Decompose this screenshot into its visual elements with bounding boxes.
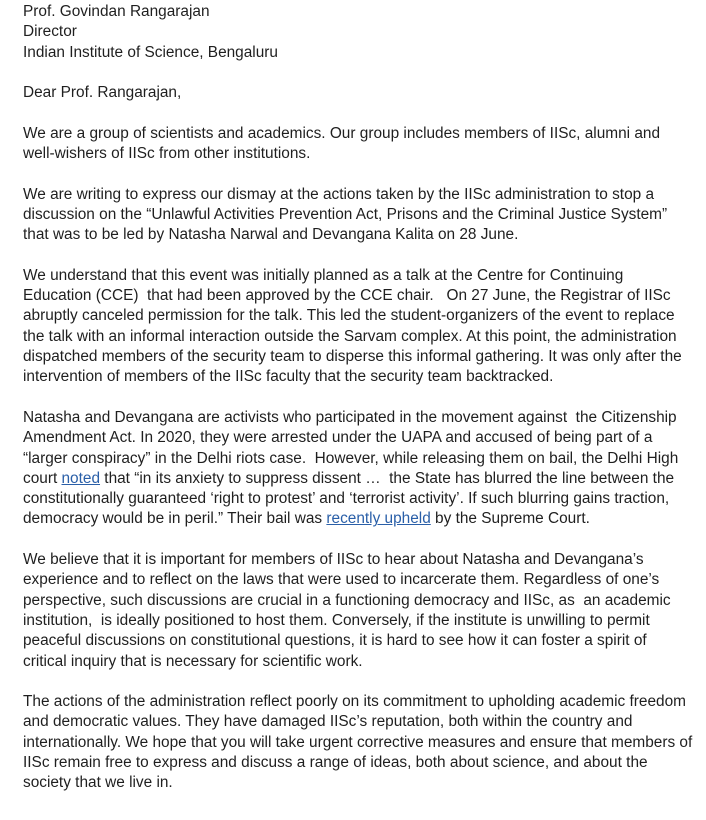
paragraph-event-details: We understand that this event was initially planned as a talk at the Centre for Continuing Education (CCE) that had been approved by the CCE chair. On 27 June, the Registrar of IISc abruptly canceled permission for the talk. This led the student-organizers of the event to replace the talk with an informal interaction outside the Sarvam complex. At this point, the administration dispatched members of the security team to disperse this informal gathering. It was only after the intervention of members of the IISc faculty that the security team backtracked. — [23, 266, 682, 386]
paragraph-activists-text-2: that “in its anxiety to suppress dissent … the State has blurred the line between the constitutionally guaranteed ‘right to protest’ and ‘terrorist activity’. If such blurring gains traction, democracy would be in peril.” Their bail was — [23, 469, 675, 528]
salutation: Dear Prof. Rangarajan, — [23, 84, 182, 102]
recipient-block — [23, 2, 693, 63]
recipient-name: Prof. Govindan Rangarajan — [23, 3, 210, 20]
paragraph-intro: We are a group of scientists and academics. Our group includes members of IISc, alumni and well-wishers of IISc from other institutions. — [23, 124, 661, 163]
recipient-title: Director — [23, 23, 77, 41]
noted-link[interactable]: noted — [61, 469, 101, 487]
paragraph-importance: We believe that it is important for members of IISc to hear about Natasha and Devangana’s experience and to reflect on the laws that were used to incarcerate them. Regardless of one’s perspective, such discussions are crucial in a functioning democracy and IISc, as an academic institution, is ideally positioned to host them. Conversely, if the institute is unwilling to permit peaceful discussions on constitutional questions, it is hard to see how it can foster a spirit of critical inquiry that is necessary for scientific work. — [23, 551, 671, 670]
letter-body — [23, 2, 693, 814]
paragraph-activists-text-3: by the Supreme Court. — [430, 510, 590, 528]
paragraph-activists-text-1: Natasha and Devangana are activists who participated in the movement against the Citizenship Amendment Act. In 2020, they were arrested under the UAPA and accused of being part of a “larger conspiracy” in the Delhi riots case. However, while releasing them on bail, the Delhi High court — [23, 408, 679, 487]
recipient-institution: Indian Institute of Science, Bengaluru — [23, 43, 278, 61]
recently-upheld-link[interactable]: recently upheld — [326, 510, 431, 528]
paragraph-dismay: We are writing to express our dismay at the actions taken by the IISc administration to stop a discussion on the “Unlawful Activities Prevention Act, Prisons and the Criminal Justice System” that was to be led by Natasha Narwal and Devangana Kalita on 28 June. — [23, 185, 668, 244]
paragraph-conclusion: The actions of the administration reflect poorly on its commitment to upholding academic freedom and democratic values. They have damaged IISc’s reputation, both within the country and internationally. We hope that you will take urgent corrective measures and ensure that members of IISc remain free to express and discuss a range of ideas, both about science, and about the society that we live in. — [23, 693, 693, 792]
paragraph-activists — [23, 408, 693, 530]
